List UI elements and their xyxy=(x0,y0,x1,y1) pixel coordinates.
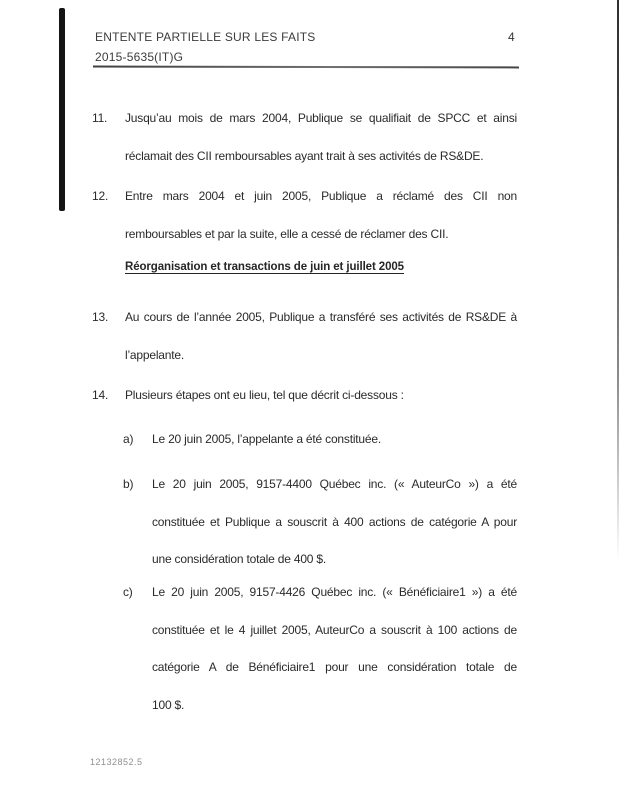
paragraph-line: constituée et Publique a souscrit à 400 actions de catégorie A pour xyxy=(152,514,517,529)
paragraph-number: 13. xyxy=(92,310,109,324)
page-number: 4 xyxy=(508,30,515,44)
section-heading: Réorganisation et transactions de juin et juillet 2005 xyxy=(125,261,404,273)
paragraph-line: Plusieurs étapes ont eu lieu, tel que décrit ci-dessous : xyxy=(125,388,404,402)
paragraph-11 xyxy=(92,110,517,164)
paragraph-line: catégorie A de Bénéficiaire1 pour une considération totale de xyxy=(152,660,517,674)
paragraph-line: l’appelante. xyxy=(125,347,184,362)
list-item-letter: c) xyxy=(123,585,133,599)
scan-artifact-left-bar xyxy=(59,8,65,211)
paragraph-number: 11. xyxy=(92,111,108,125)
paragraph-13 xyxy=(92,309,517,363)
paragraph-line: Au cours de l’année 2005, Publique a transféré ses activités de RS&DE à xyxy=(125,310,517,324)
paragraph-line: Jusqu’au mois de mars 2004, Publique se qualifiait de SPCC et ainsi xyxy=(125,111,517,125)
paragraph-12 xyxy=(92,188,517,242)
document-id: 12132852.5 xyxy=(90,757,143,767)
scan-artifact-right-edge xyxy=(617,0,619,560)
paragraph-line: remboursables et par la suite, elle a cessé de réclamer des CII. xyxy=(125,226,449,241)
list-item-b xyxy=(123,476,517,567)
paragraph-line: Entre mars 2004 et juin 2005, Publique a réclamé des CII non xyxy=(125,189,517,203)
list-item-c xyxy=(123,584,517,713)
paragraph-number: 14. xyxy=(92,388,109,402)
paragraph-line: 100 $. xyxy=(152,697,185,712)
paragraph-number: 12. xyxy=(92,189,109,203)
header-title: ENTENTE PARTIELLE SUR LES FAITS xyxy=(95,30,316,44)
header-rule xyxy=(93,66,519,69)
paragraph-line: une considération totale de 400 $. xyxy=(152,552,327,566)
paragraph-14 xyxy=(92,387,517,403)
paragraph-line: Le 20 juin 2005, 9157-4400 Québec inc. (« AuteurCo ») a été xyxy=(152,477,517,491)
paragraph-line: réclamait des CII remboursables ayant trait à ses activités de RS&DE. xyxy=(125,148,484,163)
list-item-letter: a) xyxy=(123,432,134,446)
list-item-a xyxy=(123,431,517,447)
paragraph-line: constituée et le 4 juillet 2005, AuteurCo a souscrit à 100 actions de xyxy=(152,622,517,637)
paragraph-line: Le 20 juin 2005, 9157-4426 Québec inc. (« Bénéficiaire1 ») a été xyxy=(152,585,517,599)
list-item-letter: b) xyxy=(123,477,134,491)
docket-number: 2015-5635(IT)G xyxy=(95,50,184,64)
paragraph-line: Le 20 juin 2005, l’appelante a été constituée. xyxy=(152,432,381,446)
